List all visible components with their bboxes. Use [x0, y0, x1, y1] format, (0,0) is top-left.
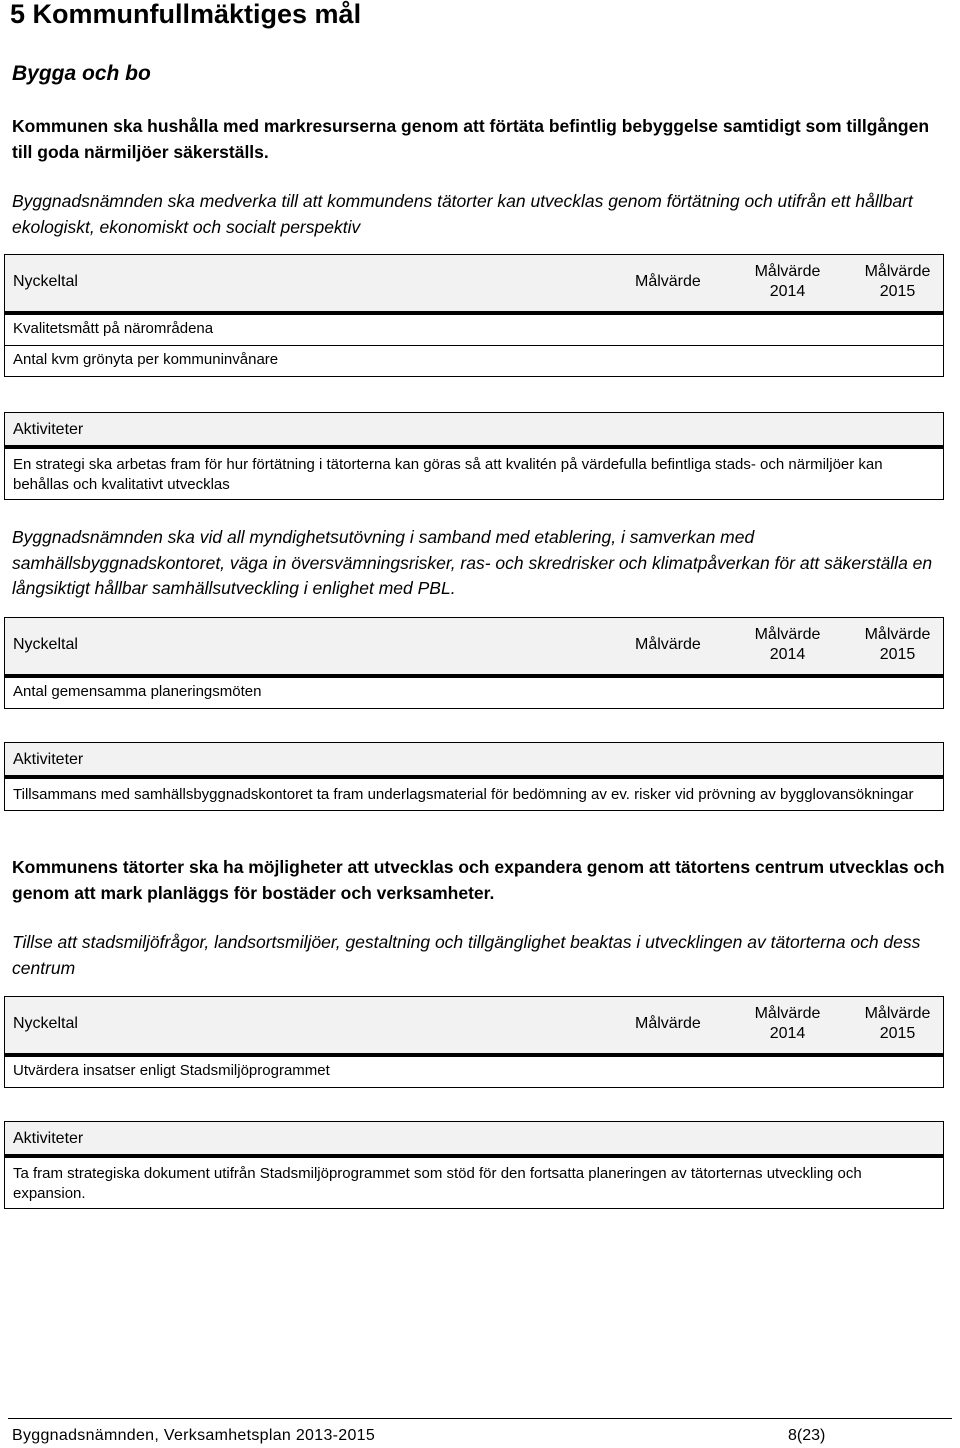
- table-row: [4, 677, 944, 709]
- key-figure-label: Antal gemensamma planeringsmöten: [13, 683, 262, 700]
- activities-box-1: [4, 412, 944, 500]
- footer-document-name: Byggnadsnämnden, Verksamhetsplan 2013-2015: [12, 1427, 376, 1444]
- key-figures-header-2: [4, 617, 944, 676]
- committee-goal-1: Byggnadsnämnden ska medverka till att kommundens tätorter kan utvecklas genom förtätning och utifrån ett hållbart ekologiskt, ekonomiskt och socialt perspektiv: [12, 191, 913, 237]
- activities-box-2: [4, 742, 944, 811]
- footer-page-number: 8(23): [788, 1427, 826, 1444]
- table-row: [4, 345, 944, 377]
- activities-heading: Aktiviteter: [13, 751, 84, 768]
- col-target: Målvärde: [635, 1015, 701, 1032]
- page-title: 5 Kommunfullmäktiges mål: [10, 0, 362, 29]
- activities-heading: Aktiviteter: [13, 1130, 84, 1147]
- col-key-figure: Nyckeltal: [13, 636, 78, 653]
- activity-text: Ta fram strategiska dokument utifrån Stadsmiljöprogrammet som stöd för den fortsatta planeringen av tätorternas utveckling och expansion.: [13, 1165, 862, 1202]
- key-figures-header-3: [4, 996, 944, 1055]
- col-target-2014: Målvärde 2014: [754, 1005, 821, 1042]
- col-key-figure: Nyckeltal: [13, 1015, 78, 1032]
- table-row: [4, 314, 944, 346]
- kf-goal-3: Kommunens tätorter ska ha möjligheter att utvecklas och expandera genom att tätortens centrum utvecklas och genom att mark planläggs för bostäder och verksamheter.: [12, 857, 945, 903]
- key-figure-label: Kvalitetsmått på närområdena: [13, 320, 214, 337]
- col-target-2015: Målvärde 2015: [864, 1005, 931, 1042]
- key-figure-label: Antal kvm grönyta per kommuninvånare: [13, 351, 279, 368]
- activities-box-3: [4, 1121, 944, 1209]
- key-figure-label: Utvärdera insatser enligt Stadsmiljöprogrammet: [13, 1062, 330, 1079]
- col-target-2015: Målvärde 2015: [864, 263, 931, 300]
- col-target-2014: Målvärde 2014: [754, 263, 821, 300]
- committee-goal-3: Tillse att stadsmiljöfrågor, landsortsmiljöer, gestaltning och tillgänglighet beaktas i utvecklingen av tätorterna och dess centrum: [12, 932, 921, 978]
- key-figures-header-1: [4, 254, 944, 313]
- col-target: Målvärde: [635, 636, 701, 653]
- col-target-2015: Målvärde 2015: [864, 626, 931, 663]
- footer-rule: [8, 1418, 952, 1419]
- committee-goal-2: Byggnadsnämnden ska vid all myndighetsutövning i samband med etablering, i samverkan med samhällsbyggnadskontoret, väga in översvämningsrisker, ras- och skredrisker och klimatpåverkan för att säkerställa en långsiktigt hållbar samhällsutveckling i enlighet med PBL.: [12, 527, 933, 598]
- col-target: Målvärde: [635, 273, 701, 290]
- activities-heading: Aktiviteter: [13, 421, 84, 438]
- section-heading: Bygga och bo: [12, 62, 151, 85]
- table-row: [4, 1056, 944, 1088]
- col-target-2014: Målvärde 2014: [754, 626, 821, 663]
- kf-goal-1: Kommunen ska hushålla med markresurserna genom att förtäta befintlig bebyggelse samtidigt som tillgången till goda närmiljöer säkerställs.: [12, 116, 930, 162]
- col-key-figure: Nyckeltal: [13, 273, 78, 290]
- activity-text: Tillsammans med samhällsbyggnadskontoret ta fram underlagsmaterial för bedömning av ev. risker vid prövning av bygglovansökningar: [13, 786, 914, 803]
- activity-text: En strategi ska arbetas fram för hur förtätning i tätorterna kan göras så att kvalitén på värdefulla befintliga stads- och närmiljöer kan behållas och kvalitativt utvecklas: [13, 456, 883, 493]
